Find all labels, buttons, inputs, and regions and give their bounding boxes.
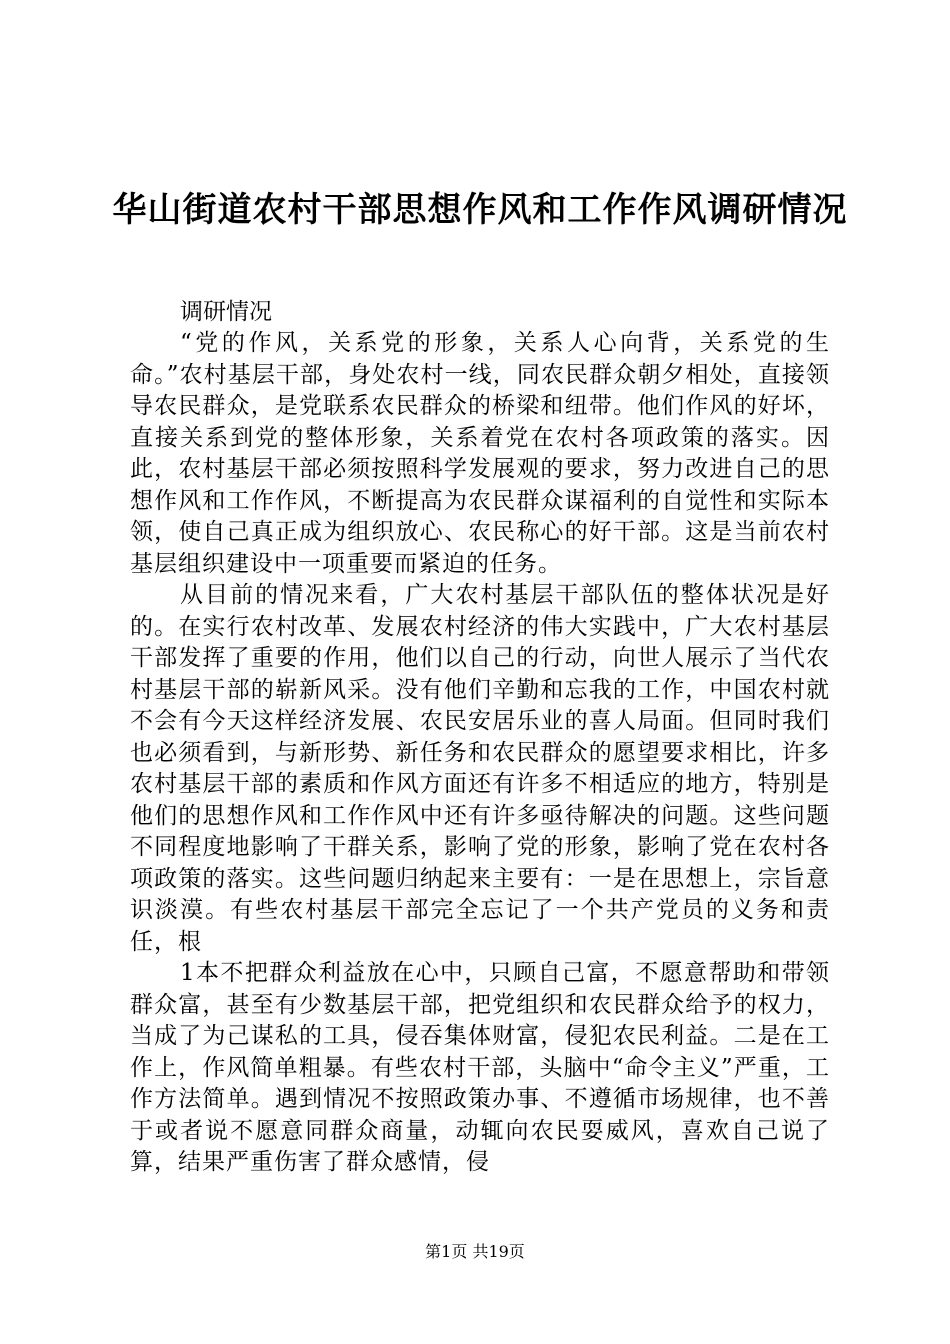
document-title: 华山街道农村干部思想作风和工作作风调研情况	[112, 190, 848, 230]
paragraph-3: 1本不把群众利益放在心中，只顾自己富，不愿意帮助和带领群众富，甚至有少数基层干部，把党组织和农民群众给予的权力，当成了为己谋私的工具，侵吞集体财富，侵犯农民利益。二是在工作上，作风简单粗暴。有些农村干部，头脑中“命令主义”严重，工作方法简单。遇到情况不按照政策办事、不遵循市场规律，也不善于或者说不愿意同群众商量，动辄向农民耍威风，喜欢自己说了算，结果严重伤害了群众感情，侵	[130, 960, 830, 1175]
document-body	[130, 328, 830, 1179]
page-footer: 第1页 共19页	[425, 1242, 525, 1261]
document-subtitle: 调研情况	[180, 299, 272, 325]
paragraph-1: “党的作风，关系党的形象，关系人心向背，关系党的生命。”农村基层干部，身处农村一线，同农民群众朝夕相处，直接领导农民群众，是党联系农民群众的桥梁和纽带。他们作风的好坏，直接关系到党的整体形象，关系着党在农村各项政策的落实。因此，农村基层干部必须按照科学发展观的要求，努力改进自己的思想作风和工作作风，不断提高为农民群众谋福利的自觉性和实际本领，使自己真正成为组织放心、农民称心的好干部。这是当前农村基层组织建设中一项重要而紧迫的任务。	[130, 330, 830, 577]
paragraph-2: 从目前的情况来看，广大农村基层干部队伍的整体状况是好的。在实行农村改革、发展农村经济的伟大实践中，广大农村基层干部发挥了重要的作用，他们以自己的行动，向世人展示了当代农村基层干部的崭新风采。没有他们辛勤和忘我的工作，中国农村就不会有今天这样经济发展、农民安居乐业的喜人局面。但同时我们也必须看到，与新形势、新任务和农民群众的愿望要求相比，许多农村基层干部的素质和作风方面还有许多不相适应的地方，特别是他们的思想作风和工作作风中还有许多亟待解决的问题。这些问题不同程度地影响了干群关系，影响了党的形象，影响了党在农村各项政策的落实。这些问题归纳起来主要有：一是在思想上，宗旨意识淡漠。有些农村基层干部完全忘记了一个共产党员的义务和责任，根	[130, 582, 830, 955]
